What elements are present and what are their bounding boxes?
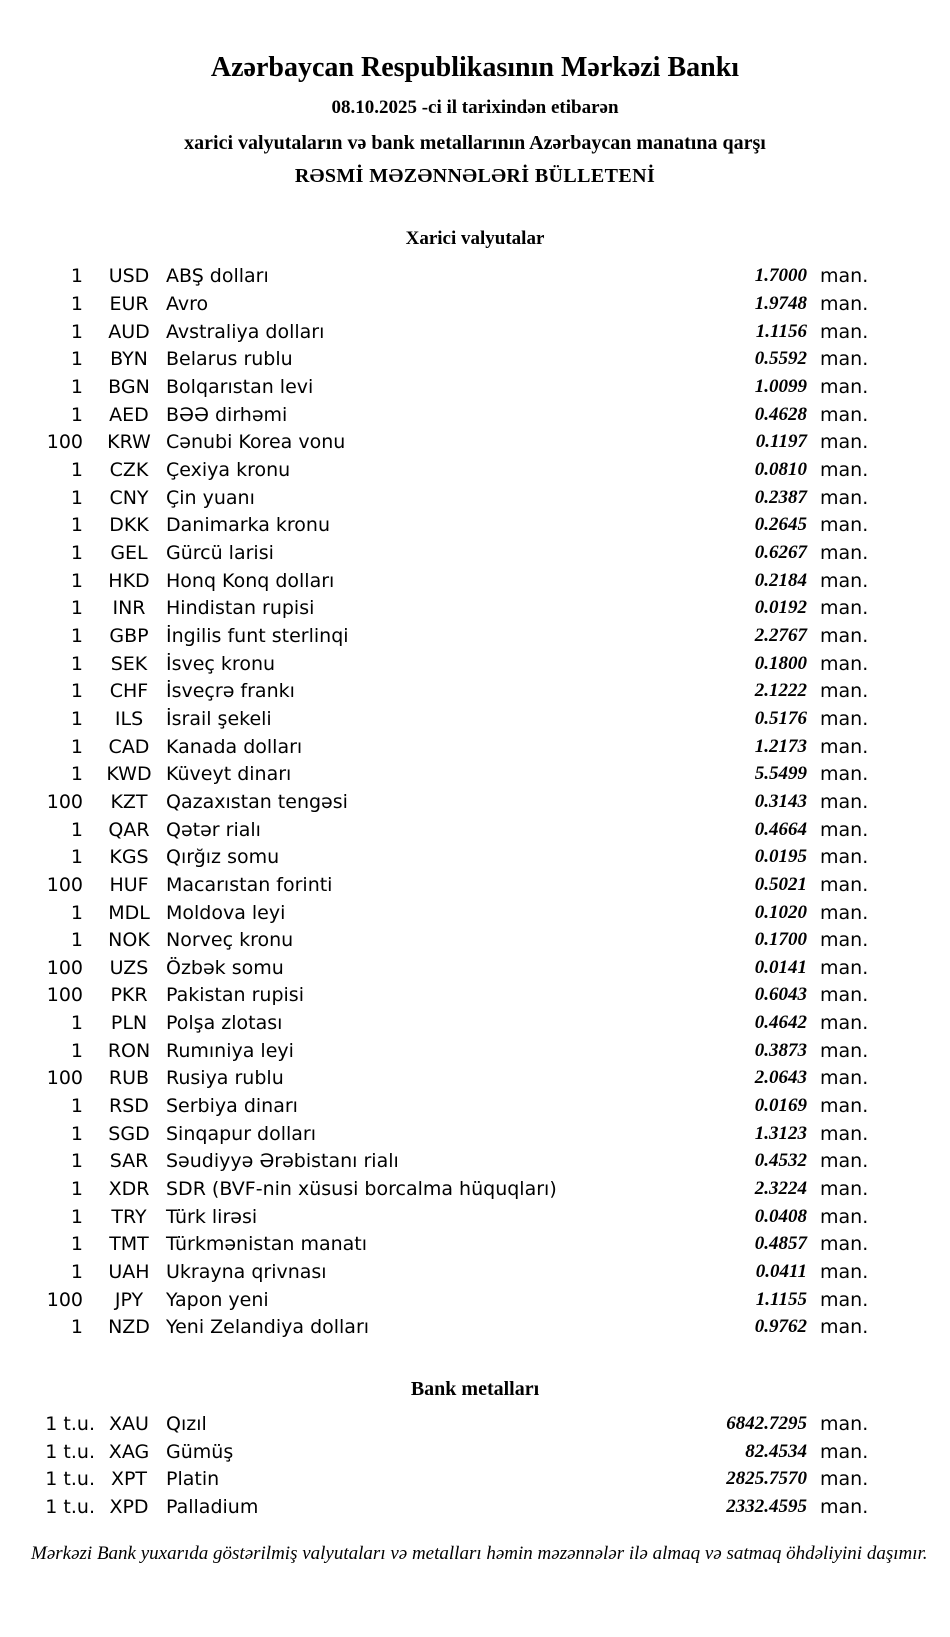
table-row [0,843,880,871]
quantity: 1 [70,486,83,509]
table-row [0,705,880,733]
quantity: 1 [70,293,83,316]
rate-value: 0.1020 [754,901,807,923]
currency-code: PLN [110,1012,148,1035]
currency-name: Rusiya rublu [166,1067,284,1090]
currency-name: Çexiya kronu [166,459,291,482]
currency-code: MDL [108,901,150,924]
currency-name: Küveyt dinarı [166,763,292,786]
table-row [0,318,880,346]
table-row [0,346,880,374]
unit-label: man. [820,293,869,316]
unit-label: man. [820,1261,869,1284]
unit-label: man. [820,541,869,564]
table-row [0,1438,880,1466]
currency-name: İngilis funt sterlinqi [166,624,349,647]
unit-label: man. [820,1495,869,1518]
currency-name: BƏƏ dirhəmi [166,403,288,426]
unit-label: man. [820,707,869,730]
rate-value: 1.7000 [754,265,807,287]
currency-name: İsrail şekeli [166,707,272,730]
document-header [0,0,950,188]
effective-date-line: 08.10.2025 -ci il tarixindən etibarən [331,97,619,118]
bank-metals-table [0,1410,880,1521]
rate-value: 2.0643 [754,1067,807,1089]
rate-value: 0.1197 [755,431,807,453]
table-row [0,871,880,899]
currency-name: Yapon yeni [166,1288,269,1311]
table-row [0,567,880,595]
rate-value: 1.1155 [755,1288,807,1310]
rate-value: 0.0408 [754,1205,807,1227]
quantity: 1 [70,1261,83,1284]
unit-label: man. [820,652,869,675]
table-row [0,263,880,291]
currency-code: XDR [108,1178,150,1201]
currency-name: Belarus rublu [166,348,293,371]
unit-label: man. [820,597,869,620]
currency-name: Gürcü larisi [166,541,274,564]
currency-code: UAH [108,1261,150,1284]
foreign-currencies-table [0,263,880,1342]
table-row [0,954,880,982]
rate-value: 2825.7570 [726,1468,807,1490]
quantity: 1 [70,403,83,426]
currency-code: GBP [109,624,149,647]
rate-value: 1.9748 [754,293,807,315]
unit-label: man. [820,431,869,454]
currency-name: Türk lirəsi [166,1205,258,1228]
table-row [0,290,880,318]
rate-value: 0.9762 [754,1316,807,1338]
rate-value: 0.4642 [754,1012,807,1034]
quantity: 1 [70,735,83,758]
currency-code: XAU [109,1413,149,1436]
rate-value: 0.0141 [754,956,807,978]
unit-label: man. [820,1150,869,1173]
table-row [0,788,880,816]
quantity: 1 [70,1039,83,1062]
rate-value: 0.2387 [754,486,807,508]
table-row [0,1493,880,1521]
currency-code: CAD [108,735,150,758]
currency-code: SAR [109,1150,149,1173]
rate-value: 0.1700 [754,929,807,951]
quantity: 1 [70,763,83,786]
currency-code: RSD [109,1095,149,1118]
rate-value: 82.4534 [745,1440,807,1462]
currency-name: İsveçrə frankı [166,680,295,703]
currency-code: BGN [108,376,150,399]
quantity: 100 [46,1067,83,1090]
quantity: 1 [70,376,83,399]
bank-metals-section-title: Bank metalları [410,1378,540,1401]
currency-code: TRY [111,1205,147,1228]
currency-name: Rumıniya leyi [166,1039,294,1062]
table-row [0,1092,880,1120]
quantity: 1 [70,818,83,841]
quantity: 1 [70,1178,83,1201]
rate-value: 1.2173 [754,735,807,757]
quantity: 100 [46,956,83,979]
table-row [0,594,880,622]
currency-name: Ukrayna qrivnası [166,1261,327,1284]
currency-name: Qətər rialı [166,818,261,841]
currency-code: USD [108,265,150,288]
unit-label: man. [820,984,869,1007]
currency-code: SEK [110,652,148,675]
currency-code: AUD [108,320,150,343]
currency-code: HKD [108,569,150,592]
unit-label: man. [820,1122,869,1145]
table-row [0,373,880,401]
table-row [0,733,880,761]
quantity: 1 t.u. [45,1468,95,1491]
table-row [0,401,880,429]
rate-value: 0.2184 [754,569,807,591]
rate-value: 6842.7295 [726,1413,807,1435]
currency-code: CHF [109,680,149,703]
table-row [0,1286,880,1314]
unit-label: man. [820,1205,869,1228]
rate-value: 0.4857 [754,1233,807,1255]
unit-label: man. [820,929,869,952]
quantity: 1 [70,624,83,647]
currency-code: KZT [110,790,148,813]
currency-name: Pakistan rupisi [166,984,304,1007]
table-row [0,484,880,512]
unit-label: man. [820,348,869,371]
bulletin-subtitle: xarici valyutaların və bank metallarının Azərbaycan manatına qarşı [184,131,766,154]
currency-code: RUB [108,1067,150,1090]
unit-label: man. [820,403,869,426]
unit-label: man. [820,1039,869,1062]
table-row [0,1175,880,1203]
currency-code: XPD [109,1495,149,1518]
currency-code: TMT [109,1233,149,1256]
unit-label: man. [820,790,869,813]
table-row [0,816,880,844]
unit-label: man. [820,763,869,786]
table-row [0,429,880,457]
quantity: 1 [70,514,83,537]
rate-value: 1.1156 [755,320,807,342]
currency-name: SDR (BVF-nin xüsusi borcalma hüquqları) [166,1178,557,1201]
currency-name: Avstraliya dolları [166,320,325,343]
quantity: 1 [70,1122,83,1145]
unit-label: man. [820,459,869,482]
rate-value: 0.5021 [754,873,807,895]
currency-name: Özbək somu [166,956,284,979]
unit-label: man. [820,818,869,841]
rate-value: 2.3224 [754,1178,807,1200]
quantity: 1 [70,1316,83,1339]
table-row [0,650,880,678]
currency-code: XAG [108,1440,150,1463]
unit-label: man. [820,956,869,979]
rate-value: 2.1222 [754,680,807,702]
rate-value: 0.0810 [754,459,807,481]
currency-code: XPT [110,1468,148,1491]
currency-name: Cənubi Korea vonu [166,431,346,454]
quantity: 100 [46,431,83,454]
currency-name: Kanada dolları [166,735,303,758]
currency-code: EUR [109,293,149,316]
unit-label: man. [820,735,869,758]
currency-name: Gümüş [166,1440,234,1463]
table-row [0,456,880,484]
currency-name: Sinqapur dolları [166,1122,317,1145]
unit-label: man. [820,873,869,896]
quantity: 1 t.u. [45,1413,95,1436]
currency-code: INR [112,597,146,620]
rate-value: 2.2767 [754,624,807,646]
rate-value: 0.3873 [754,1039,807,1061]
currency-code: ILS [114,707,144,730]
currency-name: Polşa zlotası [166,1012,283,1035]
rate-value: 0.0169 [754,1095,807,1117]
table-row [0,1231,880,1259]
table-row [0,926,880,954]
currency-name: Qazaxıstan tengəsi [166,790,348,813]
rate-value: 0.6267 [754,541,807,563]
currency-code: GEL [110,541,148,564]
unit-label: man. [820,1067,869,1090]
table-row [0,1410,880,1438]
table-row [0,1466,880,1494]
currency-code: DKK [109,514,149,537]
currency-code: JPY [114,1288,144,1311]
quantity: 1 [70,1095,83,1118]
rate-value: 5.5499 [754,763,807,785]
currency-name: ABŞ dolları [166,265,269,288]
unit-label: man. [820,624,869,647]
rate-value: 0.3143 [754,790,807,812]
currency-code: KRW [107,431,151,454]
quantity: 1 t.u. [45,1495,95,1518]
unit-label: man. [820,1095,869,1118]
unit-label: man. [820,1440,869,1463]
table-row [0,622,880,650]
quantity: 100 [46,1288,83,1311]
currency-code: CZK [109,459,149,482]
currency-name: Danimarka kronu [166,514,331,537]
currency-name: Serbiya dinarı [166,1095,298,1118]
currency-code: RON [107,1039,151,1062]
table-row [0,1009,880,1037]
currency-name: Yeni Zelandiya dolları [166,1316,370,1339]
currency-name: Honq Konq dolları [166,569,335,592]
currency-name: Hindistan rupisi [166,597,315,620]
currency-name: Moldova leyi [166,901,286,924]
rate-value: 0.4532 [754,1150,807,1172]
quantity: 1 [70,652,83,675]
rate-value: 0.0192 [754,597,807,619]
currency-name: Bolqarıstan levi [166,376,314,399]
quantity: 1 [70,597,83,620]
quantity: 100 [46,790,83,813]
currency-code: AED [109,403,149,426]
quantity: 1 t.u. [45,1440,95,1463]
currency-name: Norveç kronu [166,929,294,952]
table-row [0,1037,880,1065]
quantity: 100 [46,873,83,896]
unit-label: man. [820,486,869,509]
quantity: 1 [70,1012,83,1035]
quantity: 1 [70,707,83,730]
unit-label: man. [820,1468,869,1491]
currency-code: NZD [108,1316,150,1339]
unit-label: man. [820,514,869,537]
quantity: 1 [70,929,83,952]
rate-value: 1.3123 [754,1122,807,1144]
currency-name: Səudiyyə Ərəbistanı rialı [166,1150,399,1173]
table-row [0,1065,880,1093]
currency-code: UZS [109,956,149,979]
quantity: 1 [70,680,83,703]
rate-value: 0.4628 [754,403,807,425]
rate-value: 0.5176 [754,707,807,729]
bulletin-title: RƏSMİ MƏZƏNNƏLƏRİ BÜLLETENİ [294,164,656,187]
quantity: 1 [70,846,83,869]
currency-code: CNY [109,486,149,509]
unit-label: man. [820,569,869,592]
currency-name: Macarıstan forinti [166,873,333,896]
quantity: 1 [70,1205,83,1228]
unit-label: man. [820,1012,869,1035]
unit-label: man. [820,680,869,703]
quantity: 1 [70,541,83,564]
table-row [0,1120,880,1148]
currency-code: BYN [110,348,148,371]
quantity: 1 [70,459,83,482]
quantity: 1 [70,265,83,288]
rate-value: 1.0099 [754,376,807,398]
obligation-note: Mərkəzi Bank yuxarıda göstərilmiş valyutaları və metalları həmin məzənnələr ilə almaq və satmaq öhdəliyini daşımır. [31,1542,928,1564]
rate-value: 0.4664 [754,818,807,840]
foreign-currencies-section-title: Xarici valyutalar [405,227,545,249]
currency-name: Palladium [166,1495,259,1518]
rate-value: 0.0195 [754,846,807,868]
currency-name: Platin [166,1468,220,1491]
currency-name: Qızıl [166,1413,207,1436]
rate-value: 0.5592 [754,348,807,370]
currency-code: KWD [106,763,152,786]
unit-label: man. [820,265,869,288]
quantity: 1 [70,901,83,924]
currency-code: HUF [109,873,149,896]
rate-value: 0.1800 [754,652,807,674]
table-row [0,677,880,705]
unit-label: man. [820,901,869,924]
unit-label: man. [820,320,869,343]
currency-name: Avro [166,293,209,316]
currency-name: Çin yuanı [166,486,255,509]
quantity: 1 [70,1150,83,1173]
unit-label: man. [820,846,869,869]
quantity: 1 [70,348,83,371]
currency-code: QAR [108,818,150,841]
currency-name: İsveç kronu [166,652,276,675]
table-row [0,982,880,1010]
bank-title: Azərbaycan Respublikasının Mərkəzi Bankı [210,52,740,83]
currency-code: KGS [109,846,149,869]
quantity: 1 [70,1233,83,1256]
rate-value: 0.0411 [755,1261,807,1283]
currency-code: SGD [108,1122,150,1145]
table-row [0,539,880,567]
unit-label: man. [820,376,869,399]
table-row [0,512,880,540]
currency-name: Türkmənistan manatı [166,1233,368,1256]
unit-label: man. [820,1316,869,1339]
unit-label: man. [820,1288,869,1311]
quantity: 100 [46,984,83,1007]
currency-code: NOK [108,929,150,952]
table-row [0,1314,880,1342]
currency-name: Qırğız somu [166,846,280,869]
table-row [0,899,880,927]
table-row [0,1148,880,1176]
unit-label: man. [820,1413,869,1436]
unit-label: man. [820,1233,869,1256]
table-row [0,1203,880,1231]
rate-value: 0.6043 [754,984,807,1006]
rate-value: 0.2645 [754,514,807,536]
table-row [0,760,880,788]
quantity: 1 [70,320,83,343]
rate-value: 2332.4595 [726,1495,807,1517]
table-row [0,1258,880,1286]
unit-label: man. [820,1178,869,1201]
quantity: 1 [70,569,83,592]
currency-code: PKR [110,984,148,1007]
